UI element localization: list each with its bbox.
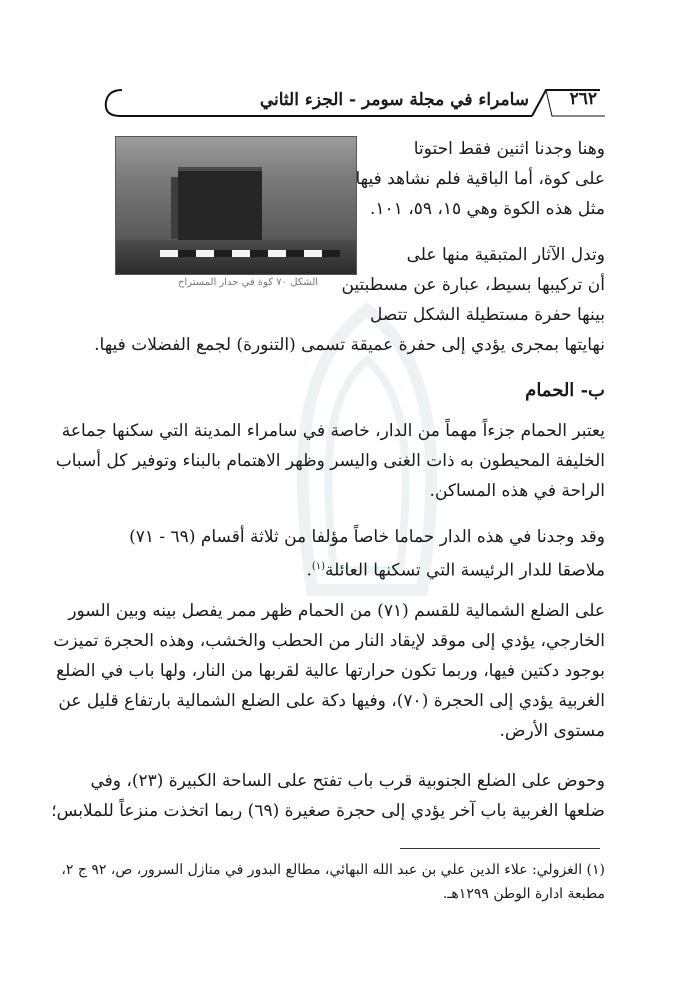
footnote-separator [400, 848, 600, 849]
footnote-reference[interactable]: (١) [311, 561, 326, 572]
paragraph-line: وحوض على الضلع الجنوبية قرب باب تفتح على الساحة الكبيرة (٢٣)، وفي [90, 771, 605, 791]
paragraph-line: الخارجي، يؤدي إلى موقد لإيقاد النار من الحطب والخشب، وهذه الحجرة تميزت [53, 631, 605, 651]
paragraph-line: وقد وجدنا في هذه الدار حماما خاصاً مؤلفا من ثلاثة أقسام (٦٩ - ٧١) [129, 527, 605, 547]
paragraph-line-with-footnote [100, 552, 605, 586]
paragraph-line: الخليفة المحيطون به ذات الغنى واليسر وظهر الاهتمام بالبناء وتوفير كل أسباب [55, 451, 605, 471]
paragraph-line: مستوى الأرض. [499, 721, 605, 741]
paragraph-line: مثل هذه الكوة وهي ١٥، ٥٩، ١٠١. [370, 199, 605, 219]
photo-niche [178, 167, 262, 241]
paragraph-5 [53, 596, 605, 746]
photo-scale-bar [160, 250, 340, 257]
section-heading: ب- الحمام [525, 380, 605, 401]
paragraph-line: الراحة في هذه المساكن. [429, 481, 605, 501]
figure-photo [115, 136, 357, 275]
paragraph-line: نهايتها بمجرى يؤدي إلى حفرة عميقة تسمى (التنورة) لجمع الفضلات فيها. [94, 335, 605, 355]
figure [105, 134, 363, 304]
paragraph-2-continued [94, 330, 605, 360]
paragraph-6 [51, 766, 605, 826]
paragraph-line: ضلعها الغربية باب آخر يؤدي إلى حجرة صغيرة (٦٩) ربما اتخذت منزعاً للملابس؛ [51, 801, 605, 821]
paragraph-line-end: . [306, 560, 312, 581]
paragraph-line: الغربية يؤدي إلى الحجرة (٧٠)، وفيها دكة على الضلع الشمالية بارتفاع قليل عن [58, 691, 605, 711]
paragraph-line: وهنا وجدنا اثنين فقط احتوتا [413, 139, 605, 159]
paragraph-line: على الضلع الشمالية للقسم (٧١) من الحمام ظهر ممر يفصل بينه وبين السور [68, 601, 605, 621]
footnote-line: (١) الغزولي: علاء الدين علي بن عبد الله البهائي، مطالع البدور في منازل السرور، ص، ٩٢ ج ٢، [61, 862, 605, 878]
paragraph-2 [341, 240, 605, 330]
page-number: ٢٦٢ [569, 89, 597, 109]
paragraph-line: بينها حفرة مستطيلة الشكل تتصل [369, 305, 605, 325]
paragraph-line-text: ملاصقا للدار الرئيسة التي تسكنها العائلة [325, 560, 605, 581]
paragraph-4 [100, 522, 605, 586]
footnote [61, 858, 605, 906]
paragraph-line: بوجود دكتين فيها، وربما تكون حرارتها عالية لقربها من النار، ولها باب في الضلع [56, 661, 605, 681]
paragraph-line: أن تركيبها بسيط، عبارة عن مسطبتين [341, 275, 605, 295]
paragraph-3 [55, 416, 605, 506]
running-title: سامراء في مجلة سومر - الجزء الثاني [259, 90, 529, 110]
page-header [100, 86, 605, 120]
paragraph-line: على كوة، أما الباقية فلم نشاهد فيها [355, 169, 605, 189]
photo-ground [116, 240, 356, 274]
footnote-line: مطبعة ادارة الوطن ١٢٩٩هـ. [442, 886, 605, 902]
paragraph-line: يعتبر الحمام جزءاً مهماً من الدار، خاصة في سامراء المدينة التي سكنها جماعة [61, 421, 605, 441]
paragraph-1 [355, 134, 605, 224]
figure-caption: الشكل ٧٠ كوة في جدار المستراح [177, 277, 319, 288]
paragraph-line: وتدل الآثار المتبقية منها على [406, 245, 605, 265]
